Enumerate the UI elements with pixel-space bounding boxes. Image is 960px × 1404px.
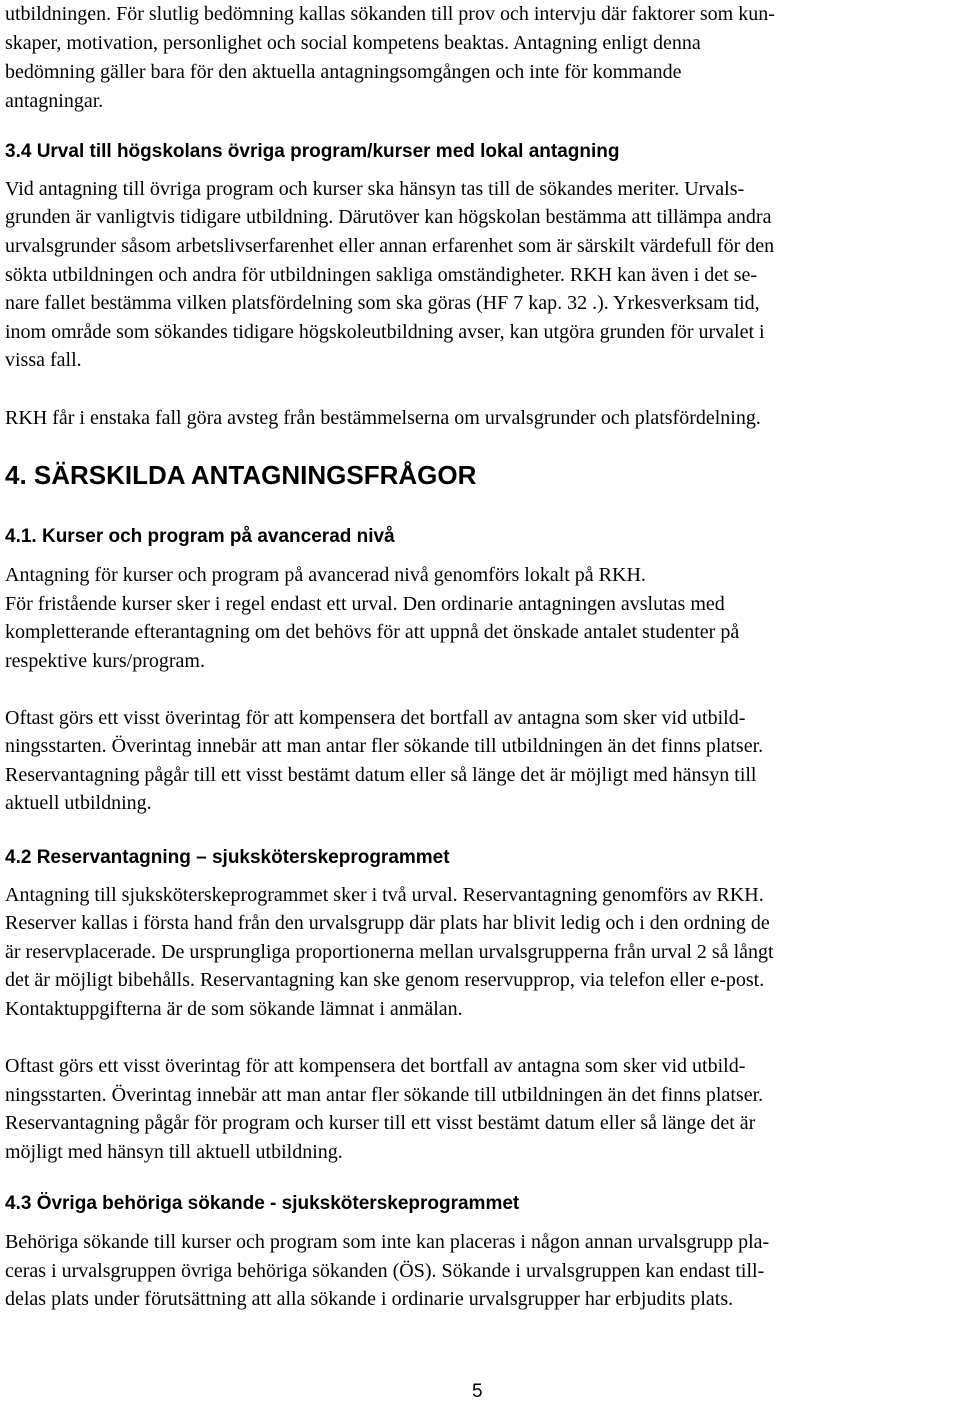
text-line: ningsstarten. Överintag innebär att man antar fler sökande till utbildningen än det finns platser.	[5, 1084, 764, 1106]
text-line: delas plats under förutsättning att alla sökande i ordinarie urvalsgrupper har erbjudits plats.	[5, 1288, 734, 1310]
section-heading: 3.4 Urval till högskolans övriga program/kurser med lokal antagning	[5, 141, 620, 162]
section-heading: 4.2 Reservantagning – sjuksköterskeprogrammet	[5, 847, 450, 868]
text-line: möjligt med hänsyn till aktuell utbildning.	[5, 1141, 343, 1163]
text-line: antagningar.	[5, 90, 104, 112]
section-heading: 4.1. Kurser och program på avancerad nivå	[5, 526, 395, 547]
page-number: 5	[472, 1381, 483, 1402]
text-line: urvalsgrunder såsom arbetslivserfarenhet eller annan erfarenhet som är särskilt värdefull för den	[5, 235, 775, 257]
text-line: Antagning för kurser och program på avancerad nivå genomförs lokalt på RKH.	[5, 564, 646, 586]
text-line: Behöriga sökande till kurser och program som inte kan placeras i någon annan urvalsgrupp pla-	[5, 1231, 770, 1253]
text-line: ningsstarten. Överintag innebär att man antar fler sökande till utbildningen än det finns platser.	[5, 735, 764, 757]
text-line: vissa fall.	[5, 349, 82, 371]
text-line: Antagning till sjuksköterskeprogrammet sker i två urval. Reservantagning genomförs av RKH.	[5, 884, 764, 906]
text-line: För fristående kurser sker i regel endast ett urval. Den ordinarie antagningen avslutas med	[5, 593, 725, 615]
text-line: Kontaktuppgifterna är de som sökande lämnat i anmälan.	[5, 998, 463, 1020]
text-line: Vid antagning till övriga program och kurser ska hänsyn tas till de sökandes meriter. Urvals-	[5, 178, 745, 200]
text-line: RKH får i enstaka fall göra avsteg från bestämmelserna om urvalsgrunder och platsfördelning.	[5, 407, 761, 429]
text-line: aktuell utbildning.	[5, 792, 152, 814]
text-line: grunden är vanligtvis tidigare utbildning. Därutöver kan högskolan bestämma att tillämpa andra	[5, 206, 772, 228]
text-line: Reserver kallas i första hand från den urvalsgrupp där plats har blivit ledig och i den ordning de	[5, 912, 770, 934]
section-heading: 4.3 Övriga behöriga sökande - sjuksköterskeprogrammet	[5, 1193, 520, 1214]
text-line: det är möjligt bibehålls. Reservantagning kan ske genom reservupprop, via telefon eller e-post.	[5, 969, 765, 991]
text-line: respektive kurs/program.	[5, 650, 205, 672]
text-line: Oftast görs ett visst överintag för att kompensera det bortfall av antagna som sker vid utbild-	[5, 707, 746, 729]
text-line: inom område som sökandes tidigare högskoleutbildning avser, kan utgöra grunden för urvalet i	[5, 321, 765, 343]
text-line: är reservplacerade. De ursprungliga proportionerna mellan urvalsgrupperna från urval 2 så långt	[5, 941, 774, 963]
main-section-heading: 4. SÄRSKILDA ANTAGNINGSFRÅGOR	[5, 460, 477, 490]
text-line: Oftast görs ett visst överintag för att kompensera det bortfall av antagna som sker vid utbild-	[5, 1055, 746, 1077]
text-line: Reservantagning pågår till ett visst bestämt datum eller så länge det är möjligt med hänsyn till	[5, 764, 757, 786]
text-line: ceras i urvalsgruppen övriga behöriga sökanden (ÖS). Sökande i urvalsgruppen kan endast till-	[5, 1260, 765, 1282]
text-line: Reservantagning pågår för program och kurser till ett visst bestämt datum eller så länge det är	[5, 1112, 756, 1134]
text-line: nare fallet bestämma vilken platsfördelning som ska göras (HF 7 kap. 32 .). Yrkesverksam tid,	[5, 292, 760, 314]
text-line: skaper, motivation, personlighet och social kompetens beaktas. Antagning enligt denna	[5, 32, 701, 54]
text-line: utbildningen. För slutlig bedömning kallas sökanden till prov och intervju där faktorer som kun-	[5, 3, 775, 25]
text-line: bedömning gäller bara för den aktuella antagningsomgången och inte för kommande	[5, 61, 682, 83]
text-line: sökta utbildningen och andra för utbildningen sakliga omständigheter. RKH kan även i det se-	[5, 264, 758, 286]
text-line: kompletterande efterantagning om det behövs för att uppnå det önskade antalet studenter på	[5, 621, 740, 643]
